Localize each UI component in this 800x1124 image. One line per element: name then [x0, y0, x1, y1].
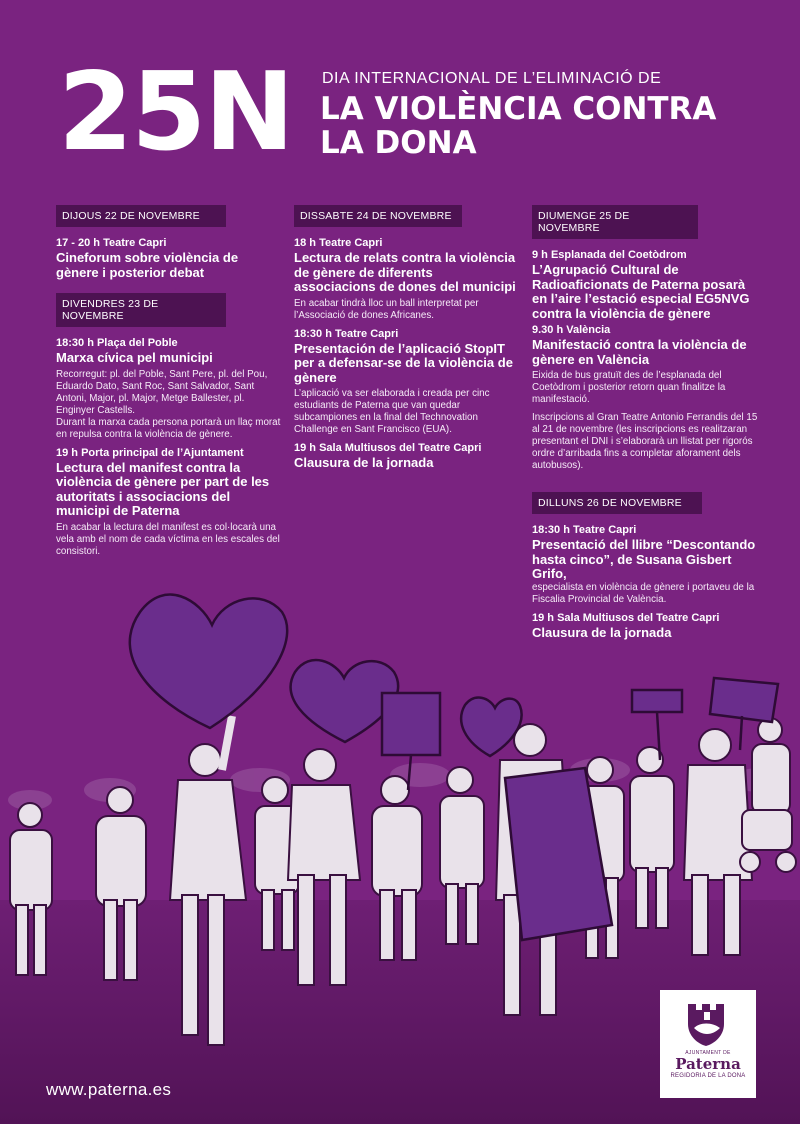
logo-name: Paterna [675, 1055, 741, 1073]
event-time: 19 h Sala Multiusos del Teatre Capri [532, 611, 720, 624]
day-banner: DISSABTE 24 DE NOVEMBRE [294, 205, 462, 227]
event-time: 9 h Esplanada del Coetòdrom [532, 249, 687, 261]
event-name: Clausura de la jornada [532, 624, 672, 640]
schedule-column-3 [532, 205, 760, 643]
event-description: Durant la marxa cada persona portarà un llaç morat en repulsa contra la violència de gènere. [56, 416, 281, 440]
event-description: especialista en violència de gènere i portaveu de la Fiscalia Provincial de València. [532, 581, 755, 605]
event-name: Lectura del manifest contra la violència de gènere per part de les autoritats i associacions del municipi de Paterna [56, 459, 270, 518]
event-description: Inscripcions al Gran Teatre Antonio Ferrandis del 15 al 21 de novembre (les inscripcions es realitzaran presentant el DNI i s’elaborarà un llistat per rigorós ordre d’arribada fins a completar aforament dels autobusos). [532, 412, 758, 471]
event-name: Presentació del llibre “Descontando hasta cinco”, de Susana Gisbert Grifo, [532, 537, 756, 581]
day-banner: DIVENDRES 23 DE NOVEMBRE [56, 293, 226, 327]
event-name: Lectura de relats contra la violència de gènere de diferents associacions de dones del municipi [294, 250, 516, 294]
event-time: 9.30 h València [532, 324, 611, 336]
event-headline [320, 92, 780, 160]
event-name: Marxa cívica pel municipi [56, 350, 213, 365]
castle-tower-icon [678, 998, 738, 1048]
event-description: L’aplicació va ser elaborada i creada per cinc estudiants de Paterna que van quedar subcampiones en la final del Technovation Challenge en Sant Francisco (EUA). [294, 388, 490, 435]
event-name: L’Agrupació Cultural de Radioaficionats de Paterna posarà en l’aire l’estació especial EG5NVG contra la violència de gènere [532, 262, 750, 321]
day-banner: DILLUNS 26 DE NOVEMBRE [532, 492, 702, 514]
event-title: 25N [58, 50, 293, 175]
event-name: Cineforum sobre violència de gènere i posterior debat [56, 250, 239, 280]
schedule-column-1 [56, 205, 284, 564]
event-time: 18:30 h Teatre Capri [532, 524, 637, 536]
headline-line-2: LA DONA [320, 125, 477, 161]
logo-department: REGIDORIA DE LA DONA [670, 1073, 746, 1079]
day-banner: DIUMENGE 25 DE NOVEMBRE [532, 205, 698, 239]
headline-line-1: LA VIOLÈNCIA CONTRA [320, 91, 717, 127]
website-link[interactable]: www.paterna.es [46, 1080, 172, 1099]
paterna-logo [660, 990, 756, 1098]
schedule-column-2 [294, 205, 516, 474]
logo-caption: AJUNTAMENT DE [685, 1050, 731, 1056]
event-name: Manifestació contra la violència de gènere en València [532, 337, 747, 367]
event-description: En acabar la lectura del manifest es col·locarà una vela amb el nom de cada víctima en les escales del consistori. [56, 521, 280, 557]
event-time: 18 h Teatre Capri [294, 237, 383, 249]
event-name: Clausura de la jornada [294, 455, 434, 470]
event-time: 19 h Porta principal de l’Ajuntament [56, 446, 244, 459]
event-description: En acabar tindrà lloc un ball interpretat per l’Associació de dones Africanes. [294, 297, 479, 321]
event-time: 17 - 20 h Teatre Capri [56, 237, 167, 249]
event-time: 18:30 h Teatre Capri [294, 327, 399, 340]
event-time: 19 h Sala Multiusos del Teatre Capri [294, 442, 482, 454]
event-name: Presentación de l’aplicació StopIT per a defensar-se de la violència de gènere [294, 340, 513, 385]
event-description: Eixida de bus gratuït des de l’esplanada del Coetòdrom i posterior retorn quan finalitze la manifestació. [532, 370, 726, 405]
event-subtitle: DIA INTERNACIONAL DE L’ELIMINACIÓ DE [322, 70, 662, 87]
event-time: 18:30 h Plaça del Poble [56, 337, 178, 349]
day-banner: DIJOUS 22 DE NOVEMBRE [56, 205, 226, 227]
event-description: Recorregut: pl. del Poble, Sant Pere, pl. del Pou, Eduardo Dato, Sant Roc, Sant Salvador, Sant Antoni, Major, pl. Major, Metge Ballester, pl. Enginyer Castells. [56, 368, 268, 416]
